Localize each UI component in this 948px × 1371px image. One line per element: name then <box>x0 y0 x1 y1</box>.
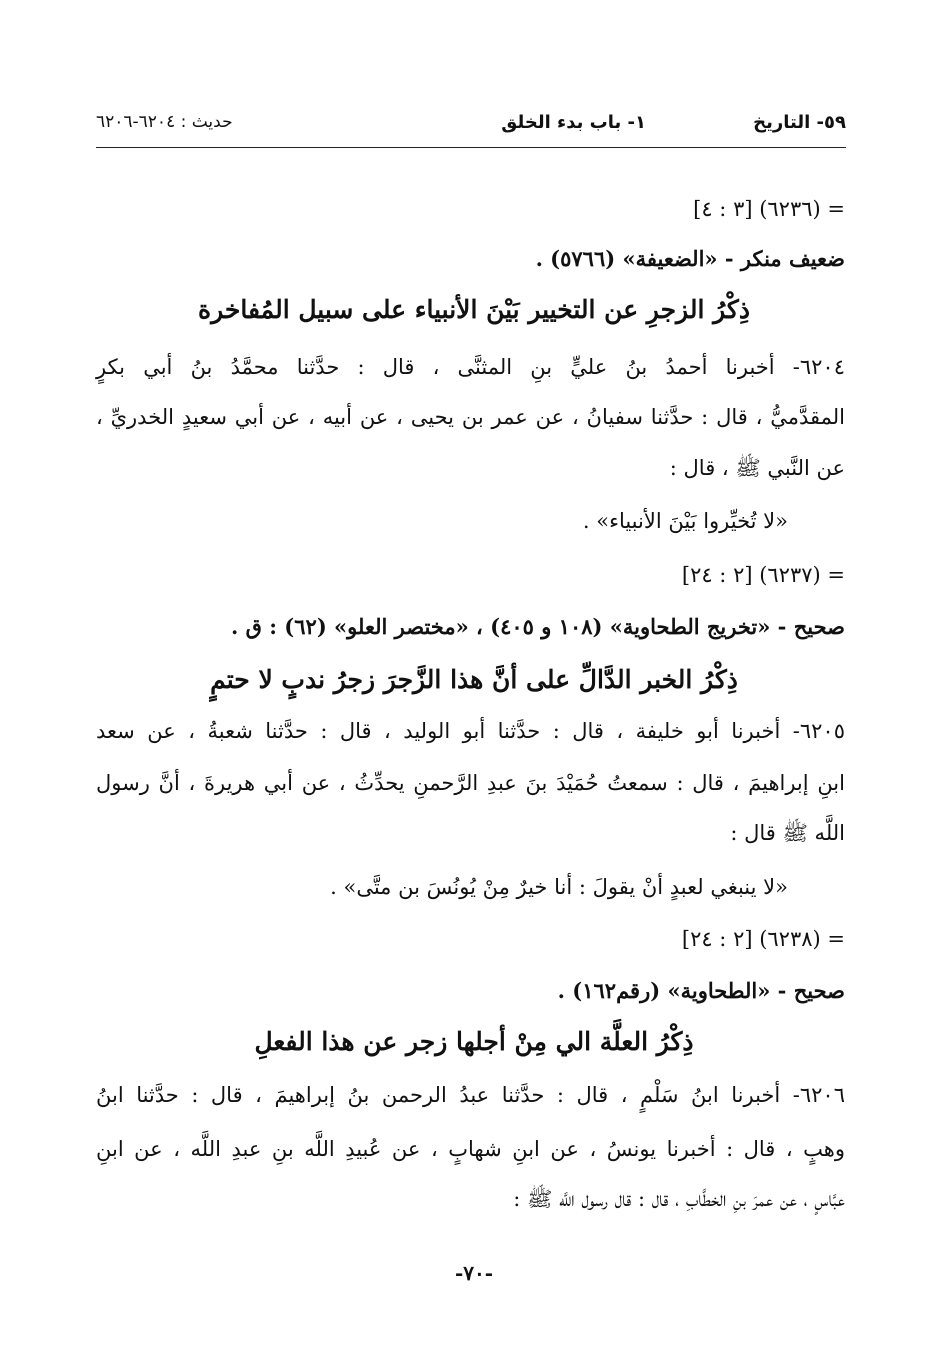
section-heading: ذِكْرُ الزجرِ عن التخيير بَيْنَ الأنبياء على سبيل المُفاخرة <box>198 295 750 324</box>
hadith-text-line: عن النَّبي ﷺ ، قال : <box>669 456 845 480</box>
section-heading: ذِكْرُ العلَّة الي مِنْ أجلها زجر عن هذا الفعلِ <box>254 1027 694 1056</box>
hadith-text-line: وهبٍ ، قال : أخبرنا يونسُ ، عن ابنِ شهابٍ ، عن عُبيدِ اللَّه بنِ عبدِ اللَّه ، عن ابنِ <box>96 1137 845 1161</box>
grading-line: صحيح - «الطحاوية» (رقم١٦٢) . <box>557 978 845 1003</box>
hadith-text-line: عبَّاسٍ ، عن عمرَ بنِ الخطَّابِ ، قال : قال رسول اللَّه ﷺ : <box>513 1187 845 1211</box>
prophetic-saying: «لا ينبغي لعبدٍ أنْ يقولَ : أنا خيرٌ مِنْ يُونُسَ بن متَّى» . <box>330 875 788 899</box>
chapter-title: ٥٩- التاريخ <box>753 112 846 133</box>
hadith-text-line: ٦٢٠٦- أخبرنا ابنُ سَلْمٍ ، قال : حدَّثنا عبدُ الرحمن بنُ إبراهيمَ ، قال : حدَّثنا ابنُ <box>96 1083 845 1107</box>
section-title: ١- باب بدء الخلق <box>501 112 646 133</box>
header-rule <box>96 147 846 148</box>
reference-line: = (٦٢٣٨) [٢ : ٢٤] <box>681 927 845 951</box>
grading-line: صحيح - «تخريج الطحاوية» (١٠٨ و ٤٠٥) ، «مختصر العلو» (٦٢) : ق . <box>231 614 845 639</box>
hadith-text-line: ٦٢٠٥- أخبرنا أبو خليفة ، قال : حدَّثنا أبو الوليد ، قال : حدَّثنا شعبةُ ، عن سعد <box>96 719 845 743</box>
hadith-text-line: ٦٢٠٤- أخبرنا أحمدُ بنُ عليٍّ بنِ المثنَّى ، قال : حدَّثنا محمَّدُ بنُ أبي بكرٍ <box>96 355 845 379</box>
reference-line: = (٦٢٣٧) [٢ : ٢٤] <box>681 563 845 587</box>
reference-line: = (٦٢٣٦) [٣ : ٤] <box>693 197 845 221</box>
hadith-text-line: ابنِ إبراهيمَ ، قال : سمعتُ حُمَيْدَ بنَ عبدِ الرَّحمنِ يحدِّثُ ، عن أبي هريرةَ ، أنَّ رسول <box>96 771 845 795</box>
hadith-text-line: المقدَّميُّ ، قال : حدَّثنا سفيانُ ، عن عمر بن يحيى ، عن أبيه ، عن أبي سعيدٍ الخدريِّ ، <box>96 405 845 429</box>
running-head <box>96 108 846 142</box>
section-heading: ذِكْرُ الخبر الدَّالِّ على أنَّ هذا الزَّجرَ زجرُ ندبٍ لا حتمٍ <box>210 665 738 694</box>
page-number: -٧٠- <box>454 1261 494 1285</box>
hadith-range: حديث : ٦٢٠٤-٦٢٠٦ <box>96 112 233 132</box>
hadith-text-line: اللَّه ﷺ قال : <box>730 821 845 845</box>
prophetic-saying: «لا تُخيِّروا بَيْنَ الأنبياء» . <box>582 509 788 533</box>
grading-line: ضعيف منكر - «الضعيفة» (٥٧٦٦) . <box>535 246 845 271</box>
